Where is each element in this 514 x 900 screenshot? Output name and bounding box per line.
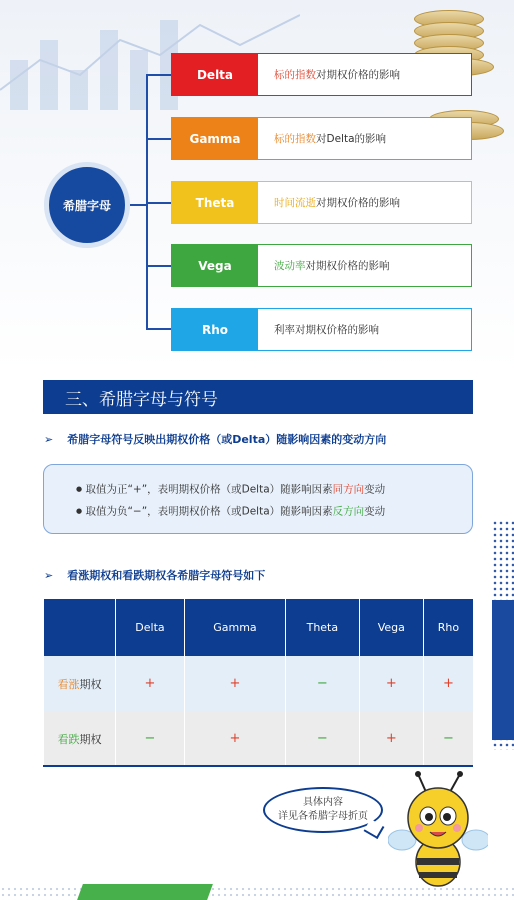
greek-name: Gamma — [172, 118, 258, 159]
greek-name: Vega — [172, 245, 258, 286]
table-header-cell: Delta — [116, 599, 185, 656]
greek-description — [258, 182, 471, 223]
sign-cell: + — [184, 656, 285, 711]
row-label — [44, 711, 116, 766]
greek-description — [258, 118, 471, 159]
sign-cell: + — [116, 656, 185, 711]
bee-mascot-icon — [388, 770, 488, 890]
greek-description-rest: 对期权价格的影响 — [305, 260, 390, 272]
section-title: 三、希腊字母与符号 — [65, 389, 218, 410]
tree-connector — [146, 138, 172, 140]
side-tab-decoration — [492, 600, 514, 740]
table-header-cell: Vega — [359, 599, 423, 656]
row-label-suffix: 期权 — [79, 732, 102, 746]
row-label-prefix: 看跌 — [57, 732, 80, 746]
tree-connector — [146, 202, 172, 204]
greek-row-delta — [171, 53, 472, 96]
sign-cell: + — [359, 711, 423, 766]
table-header-cell — [44, 599, 116, 656]
note-line — [76, 501, 472, 523]
greek-description-highlight: 波动率 — [274, 260, 306, 272]
subheading-2-text: 看涨期权和看跌期权各希腊字母符号如下 — [67, 569, 266, 582]
sign-cell: − — [285, 656, 359, 711]
sign-explanation-box — [43, 464, 473, 534]
greek-description-highlight: 标的指数 — [274, 69, 316, 81]
note-suffix: 变动 — [364, 483, 386, 496]
section-title-bar — [43, 380, 473, 414]
greek-description-rest: 对期权价格的影响 — [295, 324, 379, 336]
note-highlight: 反方向 — [332, 505, 365, 517]
table-row — [44, 656, 474, 711]
table-row — [44, 711, 474, 766]
greek-description-highlight: 时间流逝 — [274, 197, 316, 209]
greek-description-highlight: 利率 — [274, 324, 295, 336]
tree-connector — [146, 74, 172, 76]
sign-cell: − — [285, 711, 359, 766]
table-header-row — [44, 599, 474, 656]
table-header-cell: Rho — [423, 599, 473, 656]
bubble-line-1: 具体内容 — [303, 797, 343, 808]
sign-cell: + — [359, 656, 423, 711]
note-line — [76, 479, 472, 501]
greek-row-vega — [171, 244, 472, 287]
greek-description-rest: 对期权价格的影响 — [316, 197, 400, 209]
tree-connector — [130, 204, 147, 206]
arrow-icon: ➢ — [44, 568, 54, 582]
table-header-cell: Gamma — [184, 599, 285, 656]
sign-cell: + — [184, 711, 285, 766]
row-label-prefix: 看涨 — [57, 677, 80, 691]
greek-description — [258, 309, 471, 350]
sign-cell: + — [423, 656, 473, 711]
note-prefix: 取值为正“+”，表明期权价格（或Delta）随影响因素 — [85, 483, 333, 496]
note-suffix: 变动 — [364, 505, 386, 517]
bubble-line-2: 详见各希腊字母折页 — [278, 811, 368, 822]
greek-sign-table — [43, 599, 473, 766]
table-bottom-rule — [43, 765, 473, 767]
bullet-icon: ● — [76, 506, 83, 515]
note-prefix: 取值为负“−”，表明期权价格（或Delta）随影响因素 — [85, 505, 333, 517]
subheading-1-text: 希腊字母符号反映出期权价格（或Delta）随影响因素的变动方向 — [67, 433, 387, 446]
greek-name: Rho — [172, 309, 258, 350]
greek-description-highlight: 标的指数 — [274, 133, 316, 145]
greek-description-rest: 对期权价格的影响 — [316, 69, 400, 81]
subheading-1 — [44, 431, 386, 447]
greek-description-rest: 对Delta的影响 — [316, 133, 387, 145]
greek-row-rho — [171, 308, 472, 351]
tree-connector — [146, 328, 172, 330]
greek-row-gamma — [171, 117, 472, 160]
greek-letters-center-node — [44, 162, 130, 248]
center-label: 希腊字母 — [62, 198, 111, 213]
sign-cell: − — [423, 711, 473, 766]
bullet-icon: ● — [76, 485, 83, 493]
tree-connector — [146, 265, 172, 267]
note-highlight: 同方向 — [332, 483, 365, 496]
footer-accent-bar — [77, 884, 213, 900]
greek-name: Theta — [172, 182, 258, 223]
table-header-cell: Theta — [285, 599, 359, 656]
row-label — [44, 656, 116, 711]
sign-cell: − — [116, 711, 185, 766]
row-label-suffix: 期权 — [79, 677, 102, 691]
greek-name: Delta — [172, 54, 258, 95]
greek-description — [258, 54, 471, 95]
arrow-icon: ➢ — [44, 432, 54, 446]
greek-row-theta — [171, 181, 472, 224]
subheading-2 — [44, 567, 265, 583]
greek-description — [258, 245, 471, 286]
